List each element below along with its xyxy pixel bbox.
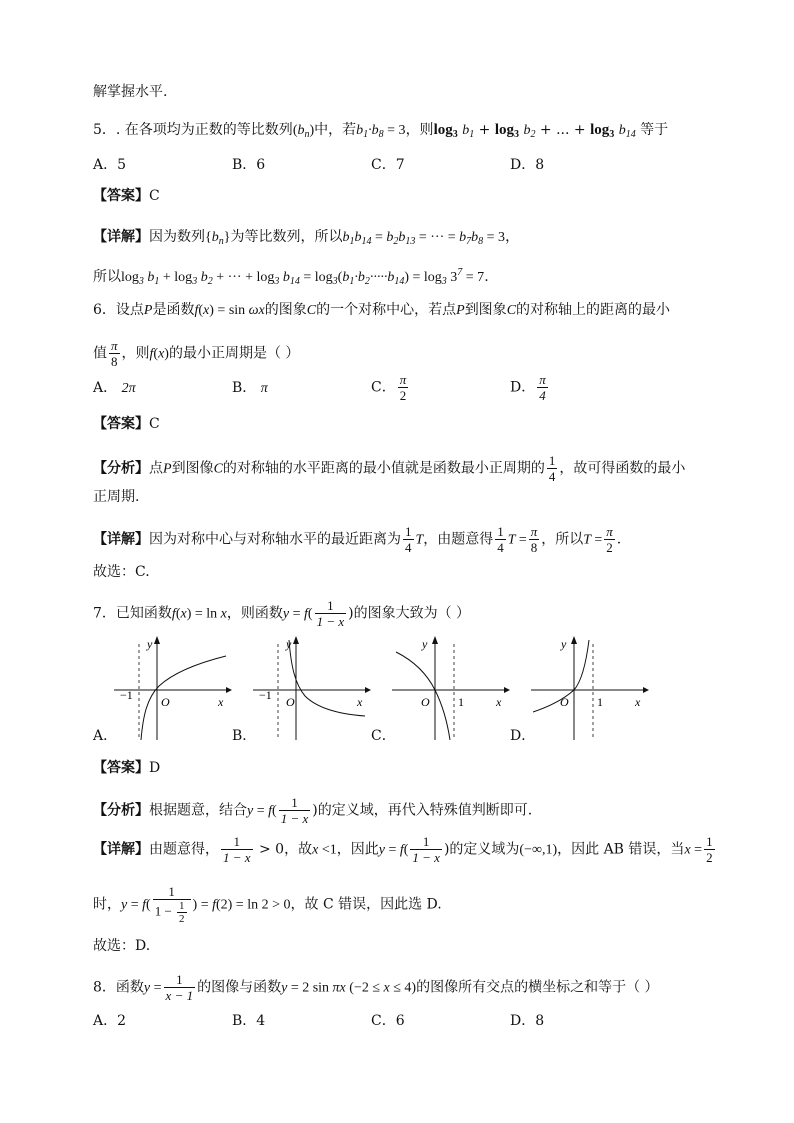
graph-b-x-label: x	[357, 695, 363, 709]
question-6-stem-2: 值 $\frac{\pi}{8}$ ，则f(x)的最小正周期是（ ）	[93, 338, 300, 369]
graph-c-y-label: y	[422, 637, 428, 651]
q7-analysis: 【分析】根据题意，结合y = f( $\frac{1}{1 - x}$ )的定义域，再代入特殊值判断即可.	[93, 795, 533, 826]
graph-c-tick: 1	[458, 695, 464, 709]
q5-detail: 【详解】因为数列$\{b_n\}$为等比数列，所以$b_1b_{14} = b_2b_{13}$ = ··· = $b_7b_8 = 3$，	[93, 229, 520, 247]
q5-answer: 【答案】C	[93, 188, 160, 204]
q7-conclude: 故选：D.	[93, 938, 151, 954]
q7-option-b: B．	[232, 728, 257, 744]
q6-option-a: A． 2π	[93, 380, 136, 396]
graph-b-tick: −1	[259, 688, 272, 702]
q7-graph-c	[392, 636, 510, 740]
q7-option-d: D．	[510, 728, 536, 744]
q7-answer: 【答案】D	[93, 760, 161, 776]
question-6-stem-1: 6．设点P是函数f(x) = sin ωx的图象C的一个对称中心，若点P到图象C的对称轴上的距离的最小	[93, 302, 671, 318]
q5-detail-2: 所以$\log_3 b_1 + \log_3 b_2$ + ··· + $\log_3 b_{14} = \log_3(b_1\cdot b_2\cdot\cdot\cdot\cdot\cdot b_{14}) = \log_3 3^7 = 7$.	[93, 267, 489, 287]
question-7-stem: 7．已知函数f(x) = ln x，则函数y = f( $\frac{1}{1 - x}$ )的图象大致为（ ）	[93, 598, 471, 629]
q7-option-a: A．	[93, 728, 118, 744]
graph-d-tick: 1	[597, 695, 603, 709]
q7-graph-d	[531, 636, 649, 740]
graph-d-y-label: y	[561, 637, 567, 651]
graph-b-origin: O	[286, 695, 295, 709]
q6-analysis-2: 正周期.	[93, 489, 140, 505]
q7-detail-2: 时，y = f( 1 1 − $\frac{1}{2}$ ) = f(2) = ln 2 > 0，故 C 错误，因此选 D.	[93, 884, 442, 925]
q6-option-c: C． $\frac{\pi}{2}$	[371, 372, 407, 403]
question-5-stem: 5．. 在各项均为正数的等比数列$(b_n)$中，若$b_1\cdot b_8 = 3$，则$\log_3 b_1 + \log_3 b_2$ + ... + $\log_3 b_{14}$ 等于	[93, 122, 669, 140]
q5-option-a: A．5	[93, 157, 127, 173]
graph-a-y-label: y	[147, 637, 153, 651]
question-8-stem: 8．函数y = $\frac{1}{x - 1}$ 的图像与函数y = 2 sin πx (−2 ≤ x ≤ 4)的图像所有交点的横坐标之和等于（ ）	[93, 972, 659, 1003]
q5-option-d: D．8	[510, 157, 545, 173]
q6-analysis: 【分析】点P到图像C的对称轴的水平距离的最小值就是函数最小正周期的 $\frac{1}{4}$ ，故可得函数的最小	[93, 453, 686, 484]
q6-option-b: B． π	[232, 380, 268, 396]
q5-option-c: C．7	[371, 157, 405, 173]
q6-conclude: 故选：C.	[93, 564, 150, 580]
graph-a-x-label: x	[218, 695, 224, 709]
graph-c-x-label: x	[496, 695, 502, 709]
graph-b-y-label: y	[286, 637, 292, 651]
graph-a-tick: −1	[120, 688, 133, 702]
q7-detail: 【详解】由题意得， $\frac{1}{1 - x}$ > 0，故x <1，因此y = f( $\frac{1}{1 - x}$ )的定义域为(−∞,1)，因此 AB 错误，当x = $\frac{1}{2}$	[93, 834, 713, 865]
graph-d-x-label: x	[635, 695, 641, 709]
graph-d-origin: O	[560, 695, 569, 709]
graph-a-origin: O	[161, 695, 170, 709]
q8-option-c: C．6	[371, 1013, 405, 1029]
q8-option-b: B．4	[232, 1013, 266, 1029]
q8-option-a: A．2	[93, 1013, 127, 1029]
graph-c-origin: O	[421, 695, 430, 709]
q7-option-c: C．	[371, 728, 396, 744]
intro-text: 解掌握水平.	[93, 84, 168, 100]
q8-option-d: D．8	[510, 1013, 545, 1029]
q6-option-d: D． $\frac{\pi}{4}$	[510, 372, 546, 403]
q6-detail: 【详解】因为对称中心与对称轴水平的最近距离为 $\frac{1}{4}$ T，由题意得 $\frac{1}{4}$ T = $\frac{\pi}{8}$ ，所以T = $\frac{\pi}{2}$ .	[93, 524, 622, 555]
q7-graph-b	[253, 636, 371, 740]
q7-graph-a	[114, 636, 232, 740]
q5-option-b: B．6	[232, 157, 266, 173]
q6-answer: 【答案】C	[93, 416, 160, 432]
